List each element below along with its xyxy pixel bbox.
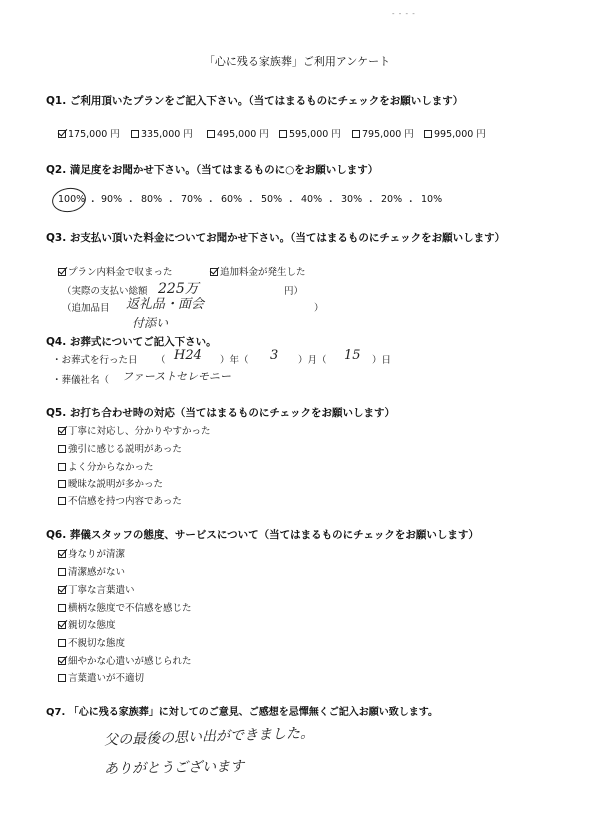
q6-option-arrogant[interactable]: 横柄な態度で不信感を感じた <box>58 600 192 614</box>
q3-checkbox-within-plan[interactable] <box>58 268 66 276</box>
q3-additional-items-value-1[interactable]: 返礼品・面会 <box>126 297 205 312</box>
q6-option-clean-appearance[interactable]: 身なりが清潔 <box>58 546 125 560</box>
q6-checkbox-improper-language[interactable] <box>58 674 66 682</box>
q4-open-paren: （ <box>156 355 166 366</box>
q5-option-unclear[interactable]: よく分からなかった <box>58 459 154 473</box>
q2-separator: ・ <box>166 197 176 208</box>
q3-actual-total-label: （実際の支払い総額 <box>62 286 148 297</box>
q2-option-30[interactable]: 30% <box>341 194 363 205</box>
q6-checkbox-clean-appearance[interactable] <box>58 550 66 558</box>
q2-option-80[interactable]: 80% <box>141 194 163 205</box>
q4-label: Q4. お葬式についてご記入下さい。 <box>46 336 217 348</box>
q5-option-distrust[interactable]: 不信感を持つ内容であった <box>58 493 182 507</box>
q5-option-vague[interactable]: 曖昧な説明が多かった <box>58 476 163 490</box>
q6-option-attentive[interactable]: 細やかな心遣いが感じられた <box>58 653 192 667</box>
q7-answer-line-2[interactable]: ありがとうございます <box>103 758 245 778</box>
q3-label: Q3. お支払い頂いた料金についてお聞かせ下さい。（当てはまるものにチェックをお願いします） <box>46 232 506 244</box>
q6-checkbox-arrogant[interactable] <box>58 604 66 612</box>
q2-separator: ・ <box>126 197 136 208</box>
q2-separator: ・ <box>88 197 98 208</box>
q2-separator: ・ <box>326 197 336 208</box>
q6-checkbox-kind[interactable] <box>58 621 66 629</box>
q3-option-within-plan[interactable]: プラン内料金で収まった <box>58 264 173 278</box>
q3-checkbox-additional-fee[interactable] <box>210 268 218 276</box>
q2-option-90[interactable]: 90% <box>101 194 123 205</box>
q4-month-value[interactable]: 3 <box>270 348 279 363</box>
q2-option-70[interactable]: 70% <box>181 194 203 205</box>
q1-label: Q1. ご利用頂いたプランをご記入下さい。（当てはまるものにチェックをお願いします） <box>46 95 464 107</box>
q2-separator: ・ <box>366 197 376 208</box>
q5-option-pushy[interactable]: 強引に感じる説明があった <box>58 441 182 455</box>
q2-option-40[interactable]: 40% <box>301 194 323 205</box>
q1-checkbox-335000[interactable] <box>131 130 139 138</box>
q7-label: Q7. 「心に残る家族葬」に対してのご意見、ご感想を忌憚無くご記入お願い致します。 <box>46 707 438 718</box>
q2-separator: ・ <box>286 197 296 208</box>
scan-mark: - - - - <box>392 10 416 18</box>
q4-company-value[interactable]: ファーストセレモニー <box>122 370 231 383</box>
q1-checkbox-795000[interactable] <box>352 130 360 138</box>
q6-checkbox-polite-language[interactable] <box>58 586 66 594</box>
q2-separator: ・ <box>246 197 256 208</box>
q3-additional-items-value-2[interactable]: 付添い <box>132 316 169 330</box>
q4-date-label: ・お葬式を行った日 <box>52 355 138 366</box>
q6-checkbox-unclean[interactable] <box>58 568 66 576</box>
q2-option-100[interactable]: 100% <box>58 194 86 205</box>
q1-checkbox-995000[interactable] <box>424 130 432 138</box>
survey-title: 「心に残る家族葬」ご利用アンケート <box>203 55 391 68</box>
q5-option-polite[interactable]: 丁寧に対応し、分かりやすかった <box>58 423 211 437</box>
q7-answer-line-1[interactable]: 父の最後の思い出ができました。 <box>103 725 315 749</box>
q2-option-20[interactable]: 20% <box>381 194 403 205</box>
q5-label: Q5. お打ち合わせ時の対応（当てはまるものにチェックをお願いします） <box>46 407 396 419</box>
q1-checkbox-595000[interactable] <box>279 130 287 138</box>
q4-day-unit: ）日 <box>372 355 392 366</box>
q1-option-995000[interactable]: 995,000 円 <box>424 126 486 140</box>
q4-company-label: ・葬儀社名（ <box>52 375 110 386</box>
q3-additional-items-label: （追加品目 <box>62 303 110 314</box>
q1-option-495000[interactable]: 495,000 円 <box>207 126 269 140</box>
q5-checkbox-unclear[interactable] <box>58 463 66 471</box>
q1-option-595000[interactable]: 595,000 円 <box>279 126 341 140</box>
q6-option-unkind[interactable]: 不親切な態度 <box>58 635 125 649</box>
q1-checkbox-175000[interactable] <box>58 130 66 138</box>
q4-year-value[interactable]: H24 <box>174 348 202 363</box>
q2-label: Q2. 満足度をお聞かせ下さい。（当てはまるものに○をお願いします） <box>46 164 379 176</box>
q2-separator: ・ <box>406 197 416 208</box>
q4-month-unit: ）月（ <box>298 355 327 366</box>
q3-additional-items-close: ） <box>314 303 324 314</box>
q4-day-value[interactable]: 15 <box>344 348 361 363</box>
q2-option-50[interactable]: 50% <box>261 194 283 205</box>
q6-checkbox-unkind[interactable] <box>58 639 66 647</box>
q6-checkbox-attentive[interactable] <box>58 657 66 665</box>
q2-option-10[interactable]: 10% <box>421 194 443 205</box>
q5-checkbox-distrust[interactable] <box>58 497 66 505</box>
q3-actual-total-unit: 円） <box>284 286 304 297</box>
q4-year-unit: ）年（ <box>220 355 249 366</box>
q1-checkbox-495000[interactable] <box>207 130 215 138</box>
q6-label: Q6. 葬儀スタッフの態度、サービスについて（当てはまるものにチェックをお願いします） <box>46 529 479 541</box>
q3-actual-total-value[interactable]: 225万 <box>158 281 199 297</box>
q3-option-additional-fee[interactable]: 追加料金が発生した <box>210 264 306 278</box>
q1-option-335000[interactable]: 335,000 円 <box>131 126 193 140</box>
q5-checkbox-polite[interactable] <box>58 427 66 435</box>
q5-checkbox-vague[interactable] <box>58 480 66 488</box>
q5-checkbox-pushy[interactable] <box>58 445 66 453</box>
q6-option-kind[interactable]: 親切な態度 <box>58 617 116 631</box>
q1-option-795000[interactable]: 795,000 円 <box>352 126 414 140</box>
q1-option-175000[interactable]: 175,000 円 <box>58 126 120 140</box>
q6-option-polite-language[interactable]: 丁寧な言葉遣い <box>58 582 135 596</box>
q2-separator: ・ <box>206 197 216 208</box>
q6-option-unclean[interactable]: 清潔感がない <box>58 564 125 578</box>
q6-option-improper-language[interactable]: 言葉遣いが不適切 <box>58 670 144 684</box>
q2-option-60[interactable]: 60% <box>221 194 243 205</box>
